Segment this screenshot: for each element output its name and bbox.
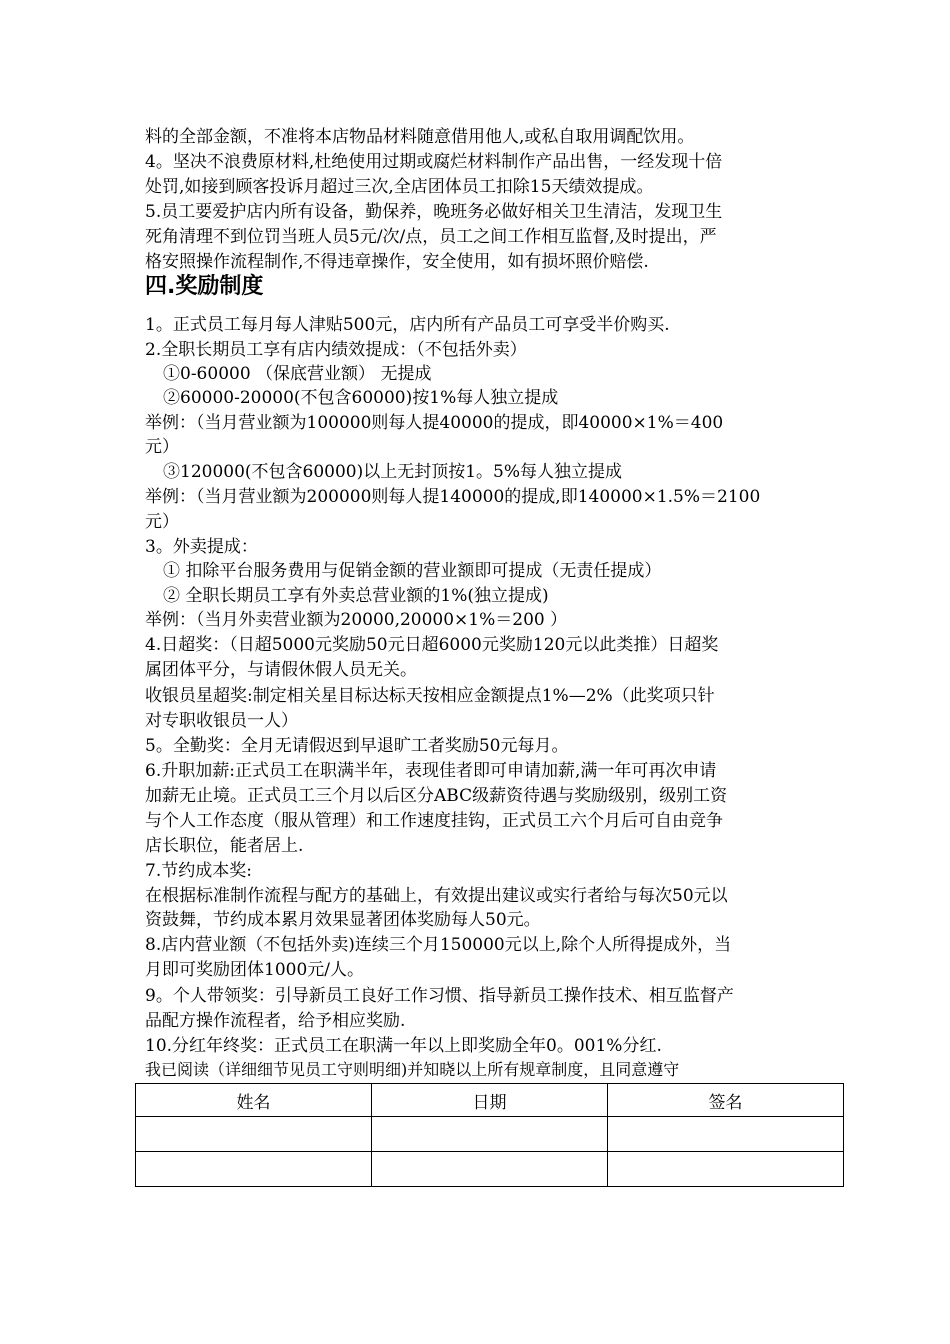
section-heading: 四.奖励制度 (145, 274, 264, 299)
body-line: ①0-60000 （保底营业额） 无提成 (163, 364, 432, 384)
name-cell[interactable] (136, 1117, 372, 1152)
body-line: 7.节约成本奖: (145, 861, 252, 881)
body-line: 2.全职长期员工享有店内绩效提成：（不包括外卖） (145, 340, 527, 360)
body-line: 举例：（当月营业额为200000则每人提140000的提成,即140000×1.5%＝2100 (145, 487, 761, 507)
body-line: 品配方操作流程者，给予相应奖励. (145, 1011, 406, 1031)
body-line: 举例：（当月营业额为100000则每人提40000的提成，即40000×1%＝400 (145, 413, 724, 433)
body-line: 与个人工作态度（服从管理）和工作速度挂钩，正式员工六个月后可自由竞争 (145, 811, 723, 831)
table-row (136, 1117, 844, 1152)
acknowledgement-text: 我已阅读（详细细节见员工守则明细)并知晓以上所有规章制度，且同意遵守 (145, 1060, 680, 1079)
body-line: ② 全职长期员工享有外卖总营业额的1%(独立提成) (163, 586, 549, 606)
body-line: 元） (145, 512, 179, 532)
body-line: 9。个人带领奖：引导新员工良好工作习惯、指导新员工操作技术、相互监督产 (145, 986, 734, 1006)
intro-line: 处罚,如接到顾客投诉月超过三次,全店团体员工扣除15天绩效提成。 (145, 177, 654, 197)
body-line: 1。正式员工每月每人津贴500元，店内所有产品员工可享受半价购买. (145, 315, 670, 335)
body-line: 月即可奖励团体1000元/人。 (145, 960, 364, 980)
body-line: 元） (145, 437, 179, 457)
body-line: 属团体平分，与请假休假人员无关。 (145, 660, 417, 680)
body-line: 加薪无止境。正式员工三个月以后区分ABC级薪资待遇与奖励级别，级别工资 (145, 786, 728, 806)
intro-line: 4。坚决不浪费原材料,杜绝使用过期或腐烂材料制作产品出售，一经发现十倍 (145, 152, 723, 172)
body-line: 举例：（当月外卖营业额为20000,20000×1%＝200 ） (145, 610, 568, 630)
body-line: 资鼓舞，节约成本累月效果显著团体奖励每人50元。 (145, 910, 541, 930)
intro-line: 料的全部金额，不准将本店物品材料随意借用他人,或私自取用调配饮用。 (145, 127, 695, 147)
body-line: 5。全勤奖：全月无请假迟到早退旷工者奖励50元每月。 (145, 736, 569, 756)
table-header-row (136, 1084, 844, 1117)
column-header-name: 姓名 (136, 1084, 372, 1117)
body-line: ① 扣除平台服务费用与促销金额的营业额即可提成（无责任提成） (163, 561, 662, 581)
column-header-signature: 签名 (608, 1084, 844, 1117)
date-cell[interactable] (372, 1117, 608, 1152)
body-line: ②60000-20000(不包含60000)按1%每人独立提成 (163, 388, 559, 408)
body-line: 3。外卖提成： (145, 537, 258, 557)
intro-line: 格安照操作流程制作,不得违章操作，安全使用，如有损坏照价赔偿. (145, 252, 649, 272)
body-line: 8.店内营业额（不包括外卖)连续三个月150000元以上,除个人所得提成外，当 (145, 935, 732, 955)
signature-cell[interactable] (608, 1117, 844, 1152)
name-cell[interactable] (136, 1152, 372, 1187)
signature-cell[interactable] (608, 1152, 844, 1187)
table-row (136, 1152, 844, 1187)
body-line: 收银员星超奖:制定相关星目标达标天按相应金额提点1%—2%（此奖项只针 (145, 686, 715, 706)
signature-table (135, 1083, 844, 1187)
body-line: 10.分红年终奖：正式员工在职满一年以上即奖励全年0。001%分红. (145, 1036, 662, 1056)
body-line: 在根据标准制作流程与配方的基础上，有效提出建议或实行者给与每次50元以 (145, 886, 728, 906)
intro-line: 死角清理不到位罚当班人员5元/次/点，员工之间工作相互监督,及时提出，严 (145, 227, 717, 247)
body-line: 4.日超奖：（日超5000元奖励50元日超6000元奖励120元以此类推）日超奖 (145, 635, 719, 655)
body-line: 6.升职加薪:正式员工在职满半年，表现佳者即可申请加薪,满一年可再次申请 (145, 761, 717, 781)
body-line: 对专职收银员一人） (145, 711, 298, 731)
body-line: 店长职位，能者居上. (145, 836, 304, 856)
date-cell[interactable] (372, 1152, 608, 1187)
body-line: ③120000(不包含60000)以上无封顶按1。5%每人独立提成 (163, 462, 623, 482)
intro-line: 5.员工要爱护店内所有设备，勤保养，晚班务必做好相关卫生清洁，发现卫生 (145, 202, 723, 222)
column-header-date: 日期 (372, 1084, 608, 1117)
